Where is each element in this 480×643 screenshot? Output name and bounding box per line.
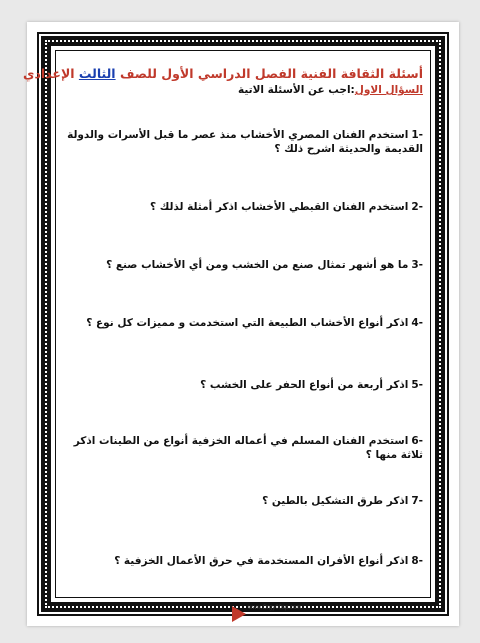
question-text: استخدم الفنان القبطي الأخشاب اذكر أمثلة لذلك ؟: [150, 201, 409, 213]
instruction-text: :اجب عن الأسئلة الاتية: [237, 84, 355, 96]
question-number: -7: [411, 495, 423, 507]
question-7: [65, 494, 423, 508]
question-text: اذكر أنواع الأفران المستخدمة في حرق الأعمال الخزفية ؟: [114, 555, 409, 567]
question-2: [65, 200, 423, 214]
title-prefix: أسئلة الثقافة الفنية الفصل الدراسي الأول للصف: [115, 66, 423, 81]
question-3: [65, 258, 423, 272]
question-5: [65, 378, 423, 392]
question-8: [65, 554, 423, 568]
title-grade-highlight: الثالث: [78, 66, 116, 81]
question-text: اذكر أربعة من أنواع الحفر على الخشب ؟: [200, 379, 409, 391]
question-text: ما هو أشهر تمثال صنع من الخشب ومن أي الأخشاب صنع ؟: [106, 259, 409, 271]
section-label: السؤال الاول: [354, 84, 423, 96]
question-number: -1: [411, 129, 423, 141]
title-suffix: الإعدادي: [23, 66, 79, 81]
question-text: استخدم الفنان المسلم في أعماله الخزفية أنواع من الطينات اذكر ثلاثة منها ؟: [73, 435, 423, 461]
question-number: -8: [411, 555, 423, 567]
question-6: [65, 434, 423, 462]
question-number: -3: [411, 259, 423, 271]
question-number: -2: [411, 201, 423, 213]
question-text: اذكر أنواع الأخشاب الطبيعة التي استخدمت و مميزات كل نوع ؟: [86, 317, 409, 329]
section-instruction: [65, 84, 423, 96]
question-number: -5: [411, 379, 423, 391]
publisher-logo: [232, 604, 302, 624]
worksheet-title: [23, 66, 423, 81]
worksheet-content: [23, 60, 423, 586]
worksheet-page: [23, 22, 459, 626]
question-number: -4: [411, 317, 423, 329]
question-text: اذكر طرق التشكيل بالطين ؟: [262, 495, 409, 507]
question-4: [65, 316, 423, 330]
logo-site-text: www.Orgy00sp.com: [248, 605, 302, 611]
question-number: -6: [411, 435, 423, 447]
question-text: استخدم الفنان المصري الأخشاب منذ عصر ما قبل الأسرات والدولة القديمة والحديثة اشرح ذلك ؟: [67, 129, 423, 155]
question-1: [65, 128, 423, 156]
logo-arrow-icon: [232, 606, 246, 622]
